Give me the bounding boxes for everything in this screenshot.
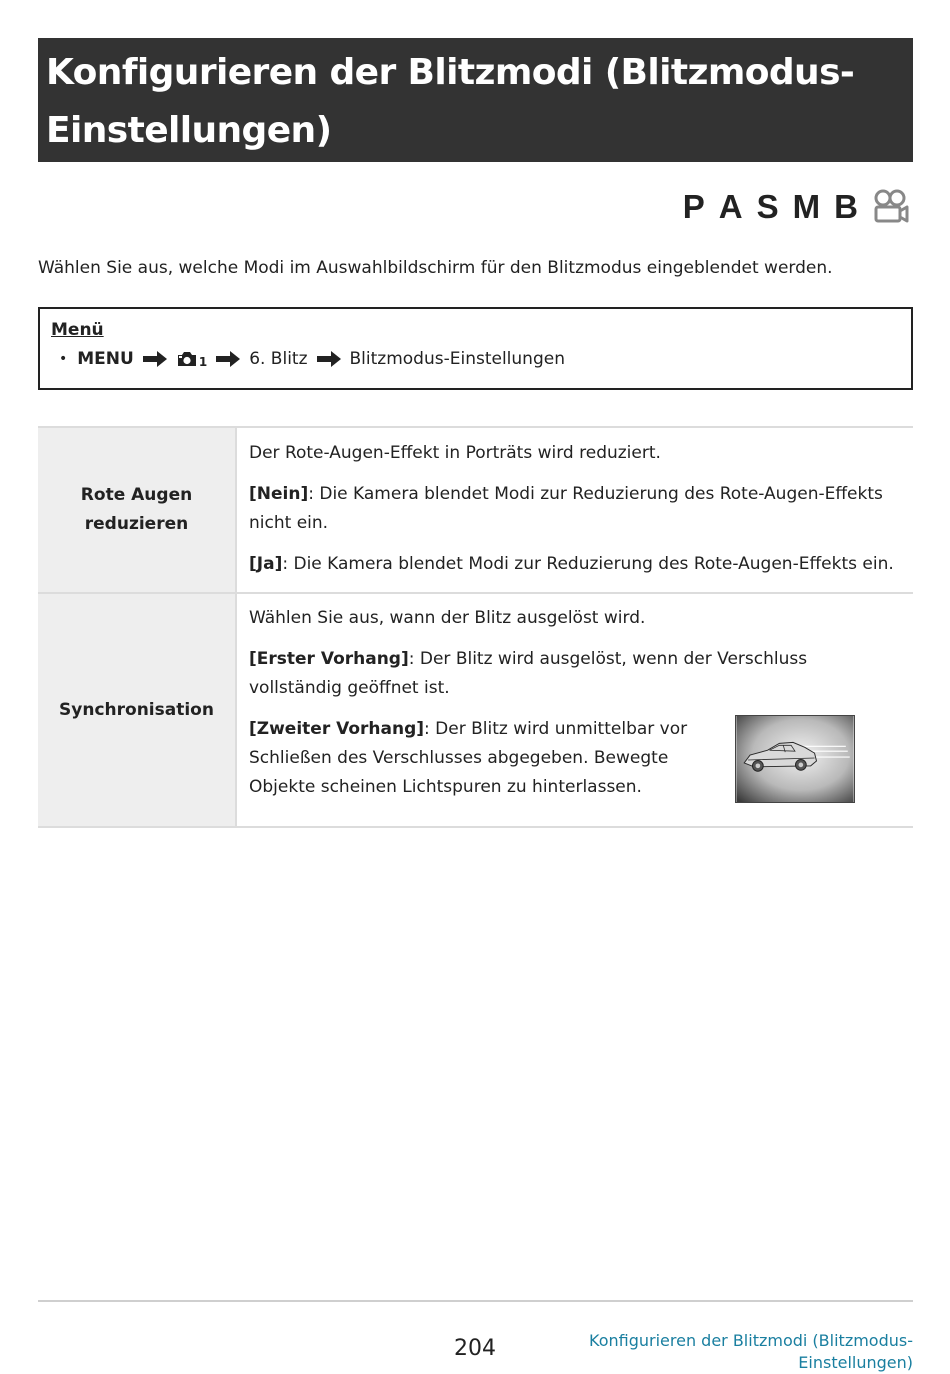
option-text-second-curtain: : Der Blitz wird unmittelbar vor Schließen des Verschlusses abgegeben. Bewegte Objekte scheinen Lichtspuren zu hinterlassen. [249, 719, 688, 797]
row-label-red-eye [38, 427, 236, 593]
row-description-sync [236, 593, 913, 827]
intro-text: Wählen Sie aus, welche Modi im Auswahlbildschirm für den Blitzmodus eingeblendet werden. [38, 258, 833, 278]
row-label-sync: Synchronisation [38, 593, 236, 827]
arrow-right-icon [142, 350, 168, 368]
page-title-line-2: Einstellungen) [46, 110, 332, 151]
mode-p: P [682, 188, 705, 225]
page-title-bar [38, 38, 913, 162]
footer-link-line-1: Konfigurieren der Blitzmodi (Blitzmodus- [589, 1331, 913, 1350]
page-title [46, 44, 905, 160]
option-key-first-curtain: [Erster Vorhang] [249, 649, 409, 669]
mode-b: B [834, 188, 858, 225]
sync-option-first-curtain [249, 645, 901, 703]
settings-table [38, 426, 913, 828]
table-row-sync [38, 593, 913, 827]
list-bullet: • [59, 351, 68, 367]
mode-m: M [792, 188, 821, 225]
sync-summary: Wählen Sie aus, wann der Blitz ausgelöst wird. [249, 608, 646, 628]
footer-link-line-2: Einstellungen) [798, 1353, 913, 1372]
arrow-right-icon [316, 350, 342, 368]
mode-s: S [756, 188, 779, 225]
mode-a: A [718, 188, 743, 225]
option-key-nein: [Nein] [249, 484, 309, 504]
sync-option-second-curtain-block [249, 715, 901, 814]
car-light-trail-illustration [735, 715, 855, 803]
arrow-right-icon [215, 350, 241, 368]
page-title-line-1: Konfigurieren der Blitzmodi (Blitzmodus- [46, 52, 855, 93]
option-key-second-curtain: [Zweiter Vorhang] [249, 719, 425, 739]
footer-section-link[interactable] [553, 1330, 913, 1374]
menu-step-flash: 6. Blitz [249, 349, 308, 369]
red-eye-option-ja [249, 550, 901, 579]
row-label-red-eye-line-2: reduzieren [84, 514, 189, 534]
camera-icon [176, 350, 198, 368]
menu-path-box [38, 307, 913, 390]
footer-divider [38, 1300, 913, 1302]
row-label-red-eye-line-1: Rote Augen [80, 485, 193, 505]
sync-option-second-curtain [249, 715, 689, 802]
red-eye-option-nein [249, 480, 901, 538]
menu-heading: Menü [51, 320, 104, 340]
exposure-mode-indicators [683, 186, 910, 228]
menu-label: MENU [77, 349, 134, 369]
menu-path [59, 346, 900, 372]
option-key-ja: [Ja] [249, 554, 283, 574]
option-text-ja: : Die Kamera blendet Modi zur Reduzierung des Rote-Augen-Effekts ein. [282, 554, 894, 574]
option-text-first-curtain: : Der Blitz wird ausgelöst, wenn der Verschluss vollständig geöffnet ist. [249, 649, 808, 698]
row-description-red-eye [236, 427, 913, 593]
camera-menu-1 [176, 350, 207, 368]
red-eye-summary: Der Rote-Augen-Effekt in Porträts wird reduziert. [249, 443, 661, 463]
table-row-red-eye [38, 427, 913, 593]
menu-step-flash-mode-settings: Blitzmodus-Einstellungen [349, 349, 565, 369]
page-number: 204 [454, 1336, 496, 1361]
camera-menu-number: 1 [198, 355, 208, 369]
movie-camera-icon [872, 188, 910, 226]
option-text-nein: : Die Kamera blendet Modi zur Reduzierung des Rote-Augen-Effekts nicht ein. [249, 484, 883, 533]
